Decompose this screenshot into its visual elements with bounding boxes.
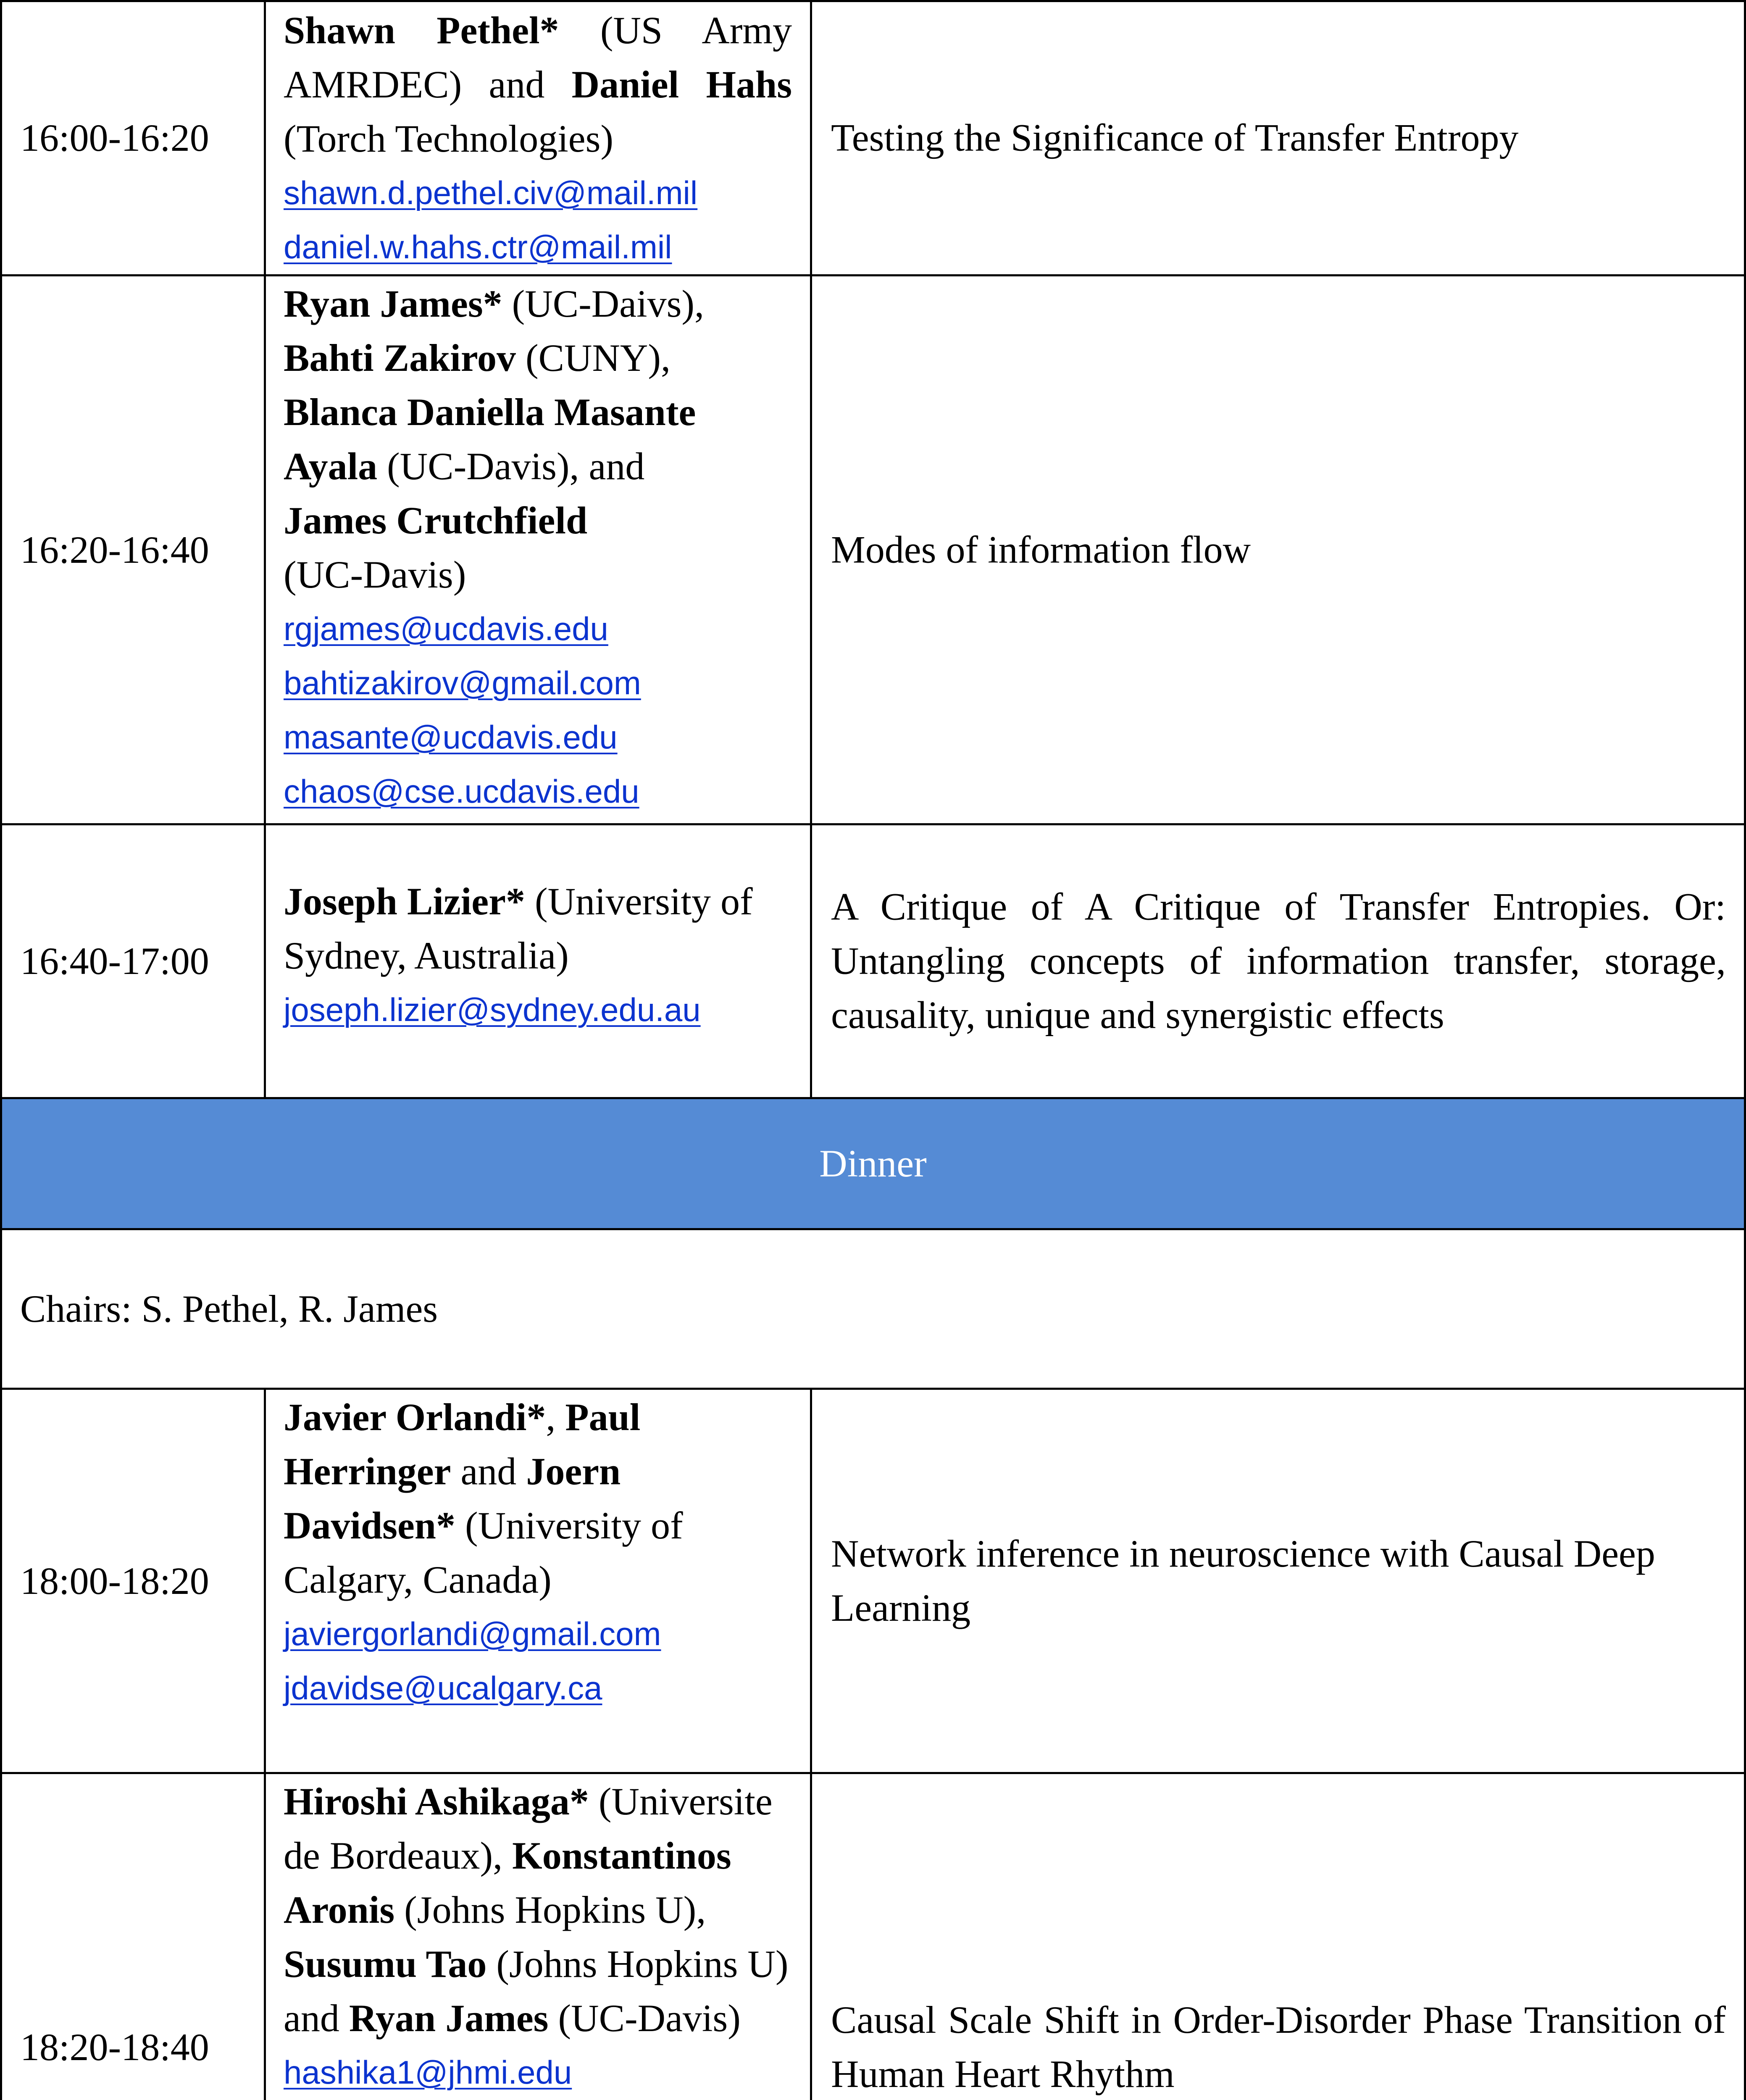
table-border-left: [0, 0, 2, 2100]
email-link[interactable]: bahtizakirov@gmail.com: [284, 664, 641, 701]
author-affiliation: (University of Sydney, Australia): [284, 880, 753, 977]
author-name: Joseph Lizier*: [284, 880, 525, 923]
row-divider: [0, 1228, 1746, 1230]
author-name: Blanca Daniella Masante Ayala: [284, 391, 696, 488]
author-name: Javier Orlandi*: [284, 1396, 546, 1438]
row-divider: [0, 1772, 1746, 1774]
column-divider: [264, 1389, 266, 2100]
row-divider: [0, 1388, 1746, 1390]
author-list: [284, 1390, 792, 1607]
email-link[interactable]: rgjames@ucdavis.edu: [284, 610, 608, 647]
talk-title: Causal Scale Shift in Order-Disorder Phase Transition of Human Heart Rhythm: [831, 1998, 1726, 2095]
author-list: [284, 277, 792, 602]
author-affiliation: (University of Calgary, Canada): [284, 1504, 683, 1601]
row-divider: [0, 823, 1746, 825]
chairs-row: [0, 1229, 1746, 1389]
title-cell: [811, 1773, 1746, 2100]
email-list: [284, 983, 792, 1037]
email-list: [284, 602, 792, 819]
author-affiliation: and: [451, 1450, 526, 1493]
author-affiliation: (UC-Daivs),: [502, 282, 705, 325]
email-link[interactable]: jdavidse@ucalgary.ca: [284, 1670, 602, 1706]
author-affiliation: ,: [546, 1396, 565, 1438]
email-link[interactable]: masante@ucdavis.edu: [284, 719, 618, 756]
authors-cell: [265, 275, 811, 824]
column-divider: [810, 0, 812, 1098]
author-affiliation: (Torch Technologies): [284, 117, 614, 160]
authors-cell: [265, 1773, 811, 2100]
title-cell: [811, 275, 1746, 824]
time-slot: 16:00-16:20: [20, 116, 209, 159]
author-affiliation: (Johns Hopkins U),: [394, 1888, 706, 1931]
author-affiliation: (UC-Davis): [284, 553, 466, 596]
title-cell: [811, 1389, 1746, 1773]
time-slot: 16:40-17:00: [20, 940, 209, 982]
column-divider: [810, 1389, 812, 2100]
author-name: Susumu Tao: [284, 1942, 487, 1985]
title-cell: [811, 0, 1746, 275]
authors-cell: [265, 1389, 811, 1773]
email-list: [284, 1607, 792, 1715]
time-slot: 18:20-18:40: [20, 2026, 209, 2068]
authors-cell: [265, 824, 811, 1098]
author-list: [284, 3, 792, 166]
table-border-right: [1744, 0, 1746, 2100]
author-name: Shawn Pethel*: [284, 9, 559, 52]
author-name: James Crutchfield: [284, 499, 588, 542]
time-slot: 16:20-16:40: [20, 528, 209, 571]
column-divider: [264, 0, 266, 1098]
banner-label: Dinner: [819, 1142, 927, 1185]
table-row: [0, 0, 1746, 275]
email-link[interactable]: shawn.d.pethel.civ@mail.mil: [284, 174, 698, 211]
session-chairs: Chairs: S. Pethel, R. James: [20, 1287, 438, 1330]
table-row: [0, 1773, 1746, 2100]
table-row: [0, 275, 1746, 824]
email-link[interactable]: daniel.w.hahs.ctr@mail.mil: [284, 228, 672, 265]
author-name: Konstantinos Aronis: [284, 1834, 731, 1931]
author-name: Hiroshi Ashikaga*: [284, 1780, 589, 1823]
author-name: Bahti Zakirov: [284, 336, 516, 379]
talk-title: A Critique of A Critique of Transfer Entropies. Or: Untangling concepts of information transfer, storage, causality, unique and synergistic effects: [831, 885, 1726, 1037]
email-link[interactable]: joseph.lizier@sydney.edu.au: [284, 991, 701, 1028]
table-border-top: [0, 0, 1746, 2]
talk-title: Modes of information flow: [831, 528, 1251, 571]
author-affiliation: (US Army AMRDEC) and: [284, 9, 792, 106]
time-cell: [0, 275, 265, 824]
time-cell: [0, 824, 265, 1098]
authors-cell: [265, 0, 811, 275]
author-name: Paul Herringer: [284, 1396, 641, 1493]
table-row: [0, 1389, 1746, 1773]
email-link[interactable]: chaos@cse.ucdavis.edu: [284, 773, 639, 810]
row-divider: [0, 274, 1746, 276]
author-affiliation: (CUNY),: [516, 336, 671, 379]
dinner-banner: [0, 1098, 1746, 1229]
email-link[interactable]: hashika1@jhmi.edu: [284, 2054, 572, 2091]
author-affiliation: (Universite de Bordeaux),: [284, 1780, 773, 1877]
author-name: Daniel Hahs: [571, 63, 792, 106]
author-list: [284, 1774, 792, 2045]
table-row: [0, 824, 1746, 1098]
email-link[interactable]: javiergorlandi@gmail.com: [284, 1615, 661, 1652]
time-cell: [0, 1389, 265, 1773]
author-affiliation: (UC-Davis), and: [377, 445, 645, 488]
time-cell: [0, 1773, 265, 2100]
talk-title: Network inference in neuroscience with Causal Deep Learning: [831, 1532, 1655, 1629]
author-name: Joern Davidsen*: [284, 1450, 621, 1547]
email-list: [284, 166, 792, 274]
email-list: [284, 2045, 792, 2100]
time-cell: [0, 0, 265, 275]
row-divider: [0, 1097, 1746, 1099]
author-affiliation: (Johns Hopkins U) and: [284, 1942, 789, 2040]
title-cell: [811, 824, 1746, 1098]
author-name: Ryan James*: [284, 282, 502, 325]
author-list: [284, 874, 792, 983]
time-slot: 18:00-18:20: [20, 1559, 209, 1602]
author-affiliation: (UC-Davis): [548, 1997, 741, 2040]
talk-title: Testing the Significance of Transfer Entropy: [831, 116, 1519, 159]
author-name: Ryan James: [349, 1997, 549, 2040]
